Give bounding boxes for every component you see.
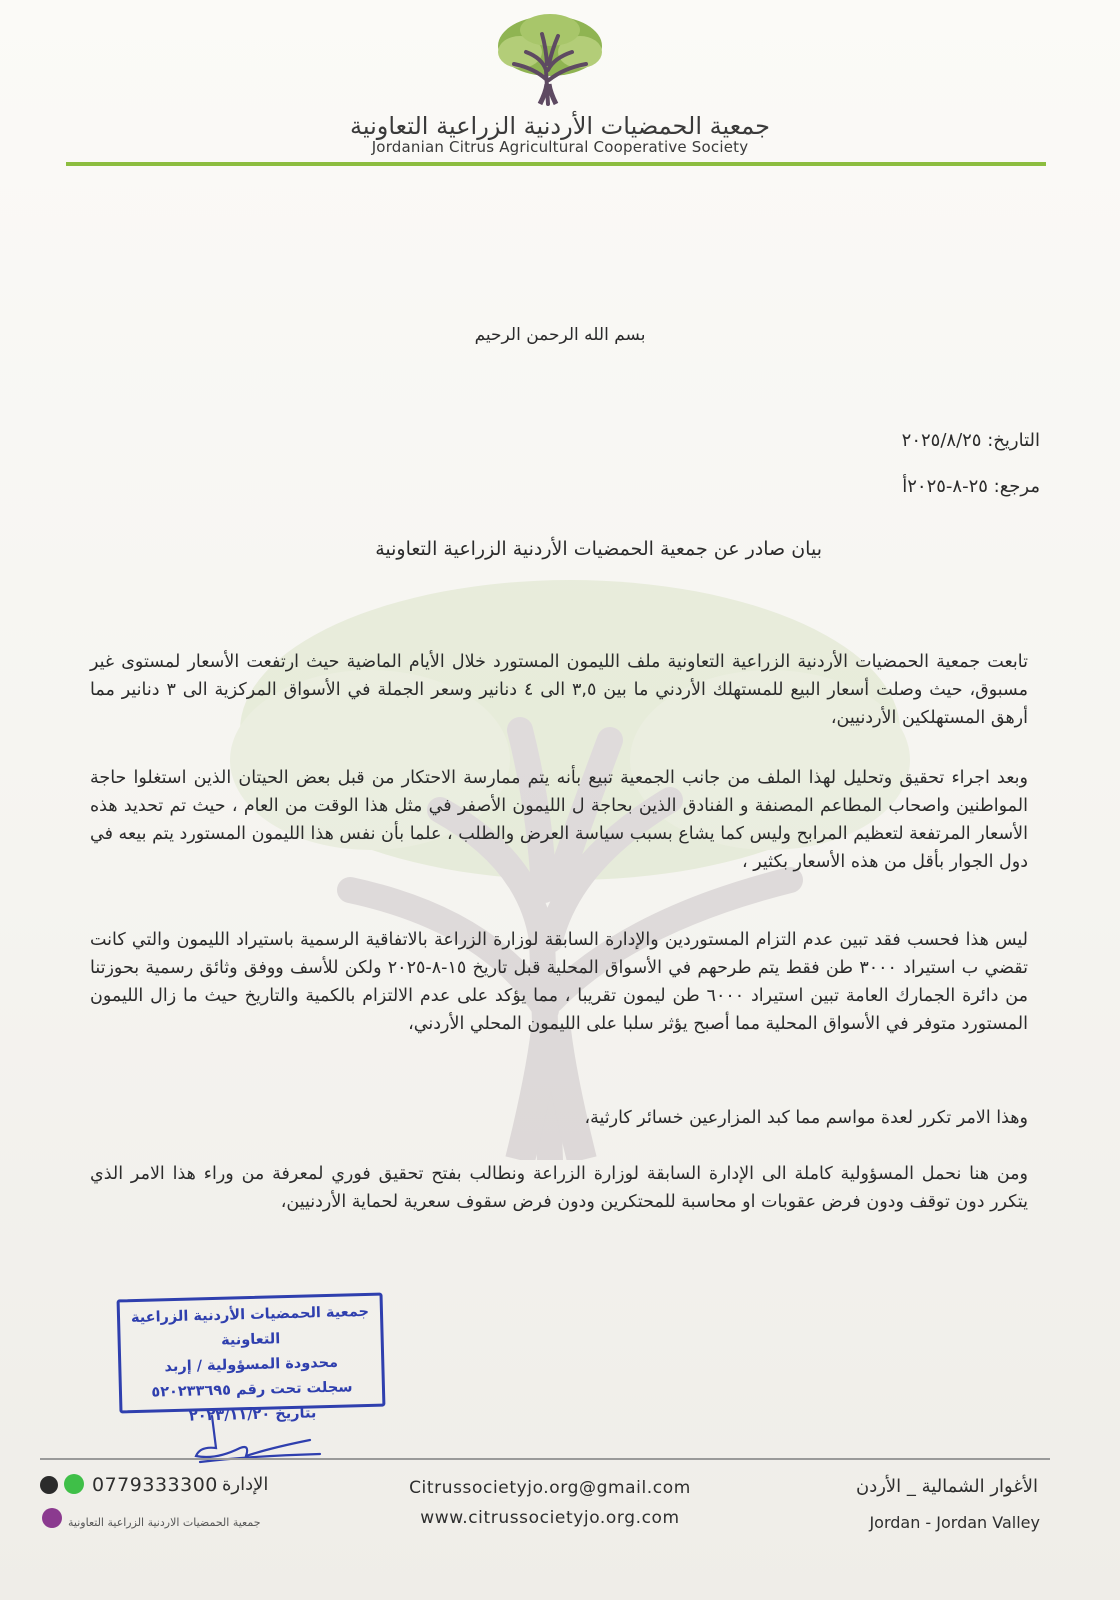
header-divider (66, 162, 1046, 166)
footer-region-english: Jordan - Jordan Valley (869, 1513, 1040, 1532)
stamp-line-4: بتاريخ ٢٠٢٣/١١/٢٠ (188, 1405, 317, 1425)
paragraph-3: ليس هذا فحسب فقد تبين عدم التزام المستوردين والإدارة السابقة لوزارة الزراعة بالاتفاقية الرسمية باستيراد الليمون والتي كانت تقضي ب استيراد ٣٠٠٠ طن فقط يتم طرحهم في الأسواق المحلية قبل تاريخ ١٥-٨-٢٠٢٥ ولكن للأسف ووفق وثائق رسمية بحوزتنا من دائرة الجمارك العامة تبين استيراد ٦٠٠٠ طن ليمون تقريبا ، مما يؤكد على عدم الالتزام بالكمية والتاريخ حيث ما زال الليمون المستورد متوفر في الأسواق المحلية مما أصبح يؤثر سلبا على الليمون المحلي الأردني، (90, 930, 1029, 1034)
footer-website[interactable]: www.citrussocietyjo.org.com (420, 1508, 680, 1528)
footer-email[interactable]: Citrussocietyjo.org@gmail.com (409, 1478, 691, 1498)
org-name-arabic: جمعية الحمضيات الأردنية الزراعية التعاونية (349, 112, 771, 140)
phone-icon (40, 1476, 58, 1494)
letter-date: التاريخ: ٢٠٢٥/٨/٢٥ (901, 430, 1040, 451)
stamp-line-2: محدودة المسؤولية / إربد (164, 1354, 339, 1376)
footer-phone[interactable]: 0779333300 (92, 1474, 218, 1496)
paragraph-4: وهذا الامر تكرر لعدة مواسم مما كبد المزارعين خسائر كارثية، (584, 1108, 1028, 1128)
stamp-line-3: سجلت تحت رقم ٥٢٠٢٣٣٦٩٥ (151, 1379, 353, 1401)
paragraph-1: تابعت جمعية الحمضيات الأردنية الزراعية التعاونية ملف الليمون المستورد خلال الأيام الماضية حيث ارتفعت الأسعار لمستوى غير مسبوق، حيث وصلت أسعار البيع للمستهلك الأردني ما بين ٣,٥ الى ٤ دنانير وسعر الجملة في الأسواق المركزية الى ٣ دنانير مما أرهق المستهلكين الأردنيين، (90, 652, 1029, 728)
basmala: بسم الله الرحمن الرحيم (474, 325, 646, 345)
footer-divider (40, 1458, 1050, 1460)
footer-region-arabic: الأغوار الشمالية _ الأردن (855, 1476, 1038, 1497)
paragraph-5: ومن هنا نحمل المسؤولية كاملة الى الإدارة السابقة لوزارة الزراعة ونطالب بفتح تحقيق فوري لمعرفة من وراء هذا الامر الذي يتكرر دون توقف ودون فرض عقوبات او محاسبة للمحتكرين ودون فرض سقوف سعرية لحماية الأردنيين، (90, 1164, 1028, 1212)
official-stamp (117, 1293, 386, 1425)
footer-admin-label: الإدارة (222, 1474, 269, 1495)
statement-title: بيان صادر عن جمعية الحمضيات الأردنية الزراعية التعاونية (375, 538, 822, 560)
olive-tree-icon (490, 8, 610, 108)
stamp-line-1: جمعية الحمضيات الأردنية الزراعية التعاونية (130, 1303, 370, 1349)
whatsapp-icon (64, 1474, 84, 1494)
letter-reference: مرجع: ٢٥-٨-٢٠٢٥أ (902, 476, 1040, 497)
facebook-icon (42, 1508, 62, 1528)
footer-facebook-name[interactable]: جمعية الحمضيات الاردنية الزراعية التعاونية (68, 1516, 261, 1529)
org-name-english: Jordanian Citrus Agricultural Cooperative Society (371, 138, 749, 156)
paragraph-2: وبعد اجراء تحقيق وتحليل لهذا الملف من جانب الجمعية تبيع بأنه يتم ممارسة الاحتكار من قبل بعض الحيتان الذين استغلوا حاجة المواطنين واصحاب المطاعم المصنفة و الفنادق الذين بحاجة ل الليمون الأصفر في مثل هذا الوقت من العام ، حيث تم تحديد هذه الأسعار المرتفعة لتعظيم المرابح وليس كما يشاع بسبب سياسة العرض والطلب ، علما بأن نفس هذا الليمون المستورد يتم بيعه في دول الجوار بأقل من هذه الأسعار بكثير ، (90, 768, 1028, 872)
